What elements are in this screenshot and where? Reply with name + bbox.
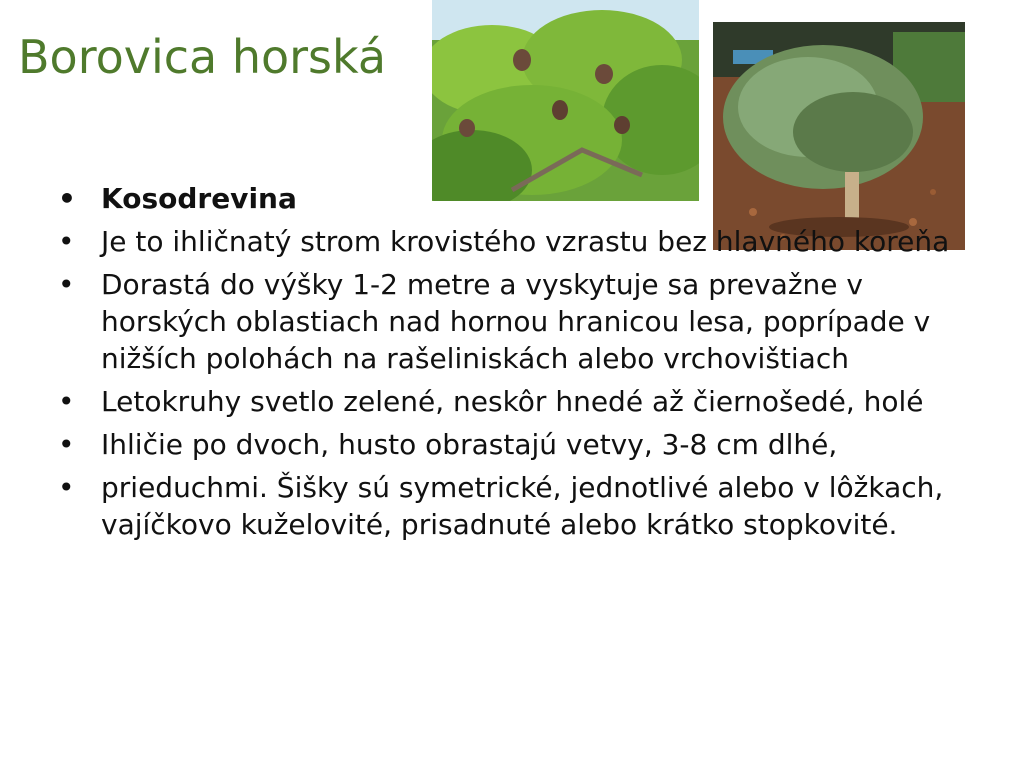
bullet-item: • Dorastá do výšky 1-2 metre a vyskytuje sa prevažne v horských oblastiach nad hornou hranicou lesa, poprípade v nižších polohách na rašeliniskách alebo vrchovištiach xyxy=(58,266,958,377)
bullet-item: • Letokruhy svetlo zelené, neskôr hnedé až čiernošedé, holé xyxy=(58,383,958,420)
bullet-item: • Je to ihličnatý strom krovistého vzrastu bez hlavného koreňa xyxy=(58,223,958,260)
slide-title: Borovica horská xyxy=(18,30,387,84)
bullet-item: • Kosodrevina xyxy=(58,180,958,217)
pine-branches-with-cones-photo xyxy=(432,0,699,201)
bullet-list xyxy=(58,180,958,549)
bullet-item: • Ihličie po dvoch, husto obrastajú vetvy, 3-8 cm dlhé, xyxy=(58,426,958,463)
bullet-item: • prieduchmi. Šišky sú symetrické, jednotlivé alebo v lôžkach, vajíčkovo kuželovité, prisadnuté alebo krátko stopkovité. xyxy=(58,469,958,543)
